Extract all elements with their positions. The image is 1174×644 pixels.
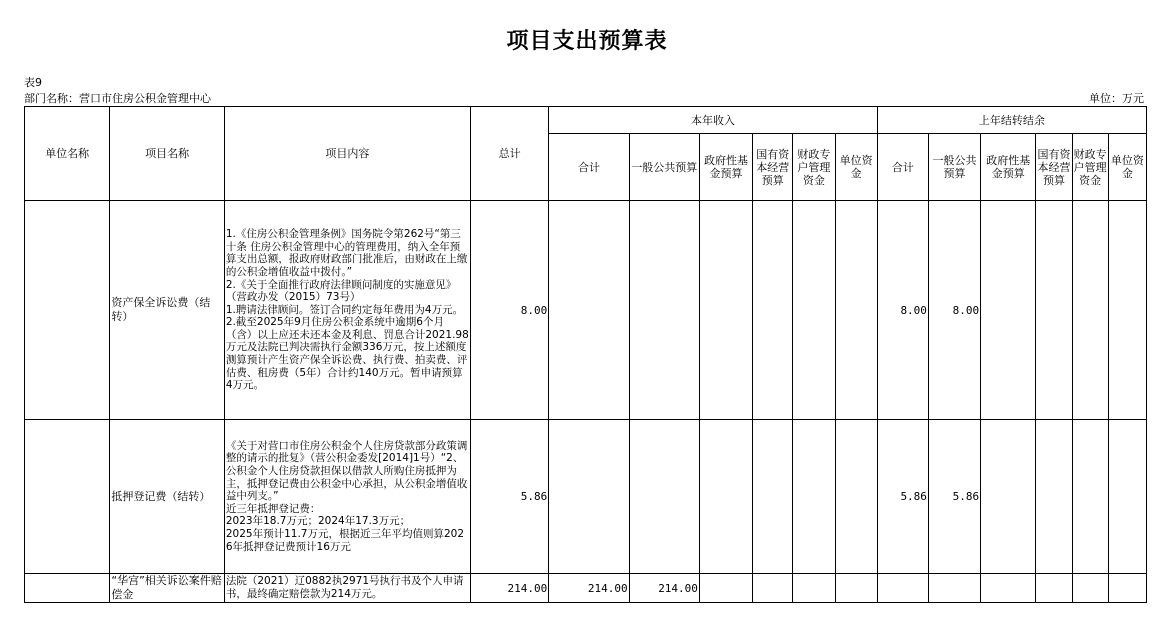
table-row: [25, 201, 1147, 420]
header-total: 总计: [470, 107, 548, 201]
cur-subtotal-cell: 214.00: [549, 574, 629, 603]
prev-unit-funds-cell: [1108, 201, 1146, 420]
prev-state-capital-cell: [1036, 574, 1072, 603]
content-line: 1.聘请法律顾问。签订合同约定每年费用为4万元。: [225, 303, 464, 316]
cur-fund-budget-cell: [699, 201, 752, 420]
header-prev-special-account: 财政专户管理资金: [1072, 134, 1108, 201]
unit-label: 单位：万元: [1089, 92, 1144, 105]
cur-special-account-cell: [793, 574, 835, 603]
total-cell: 8.00: [470, 201, 548, 420]
cur-unit-funds-cell: [835, 420, 877, 574]
cur-special-account-cell: [793, 201, 835, 420]
header-project-name: 项目名称: [110, 107, 225, 201]
table-row: [25, 420, 1147, 574]
cur-state-capital-cell: [753, 574, 793, 603]
header-cur-general-budget: 一般公共预算: [629, 134, 699, 201]
content-line: 近三年抵押登记费：: [225, 502, 321, 515]
header-prev-fund-budget: 政府性基金预算: [981, 134, 1036, 201]
cur-fund-budget-cell: [699, 420, 752, 574]
prev-fund-budget-cell: [981, 574, 1036, 603]
unit-cell: [25, 420, 110, 574]
content-line: 2023年18.7万元；2024年17.3万元；: [225, 515, 411, 528]
header-prev-unit-funds: 单位资金: [1108, 134, 1146, 201]
cur-subtotal-cell: [549, 201, 629, 420]
prev-subtotal-cell: 8.00: [877, 201, 928, 420]
unit-cell: [25, 201, 110, 420]
cur-general-budget-cell: [629, 420, 699, 574]
content-line: 法院（2021）辽0882执2971号执行书及个人申请书，最终确定赔偿款为214万元。: [225, 575, 464, 600]
project-content-cell: [224, 574, 470, 603]
prev-fund-budget-cell: [981, 201, 1036, 420]
project-name-cell: 抵押登记费（结转）: [110, 420, 225, 574]
header-prev-subtotal: 合计: [877, 134, 928, 201]
prev-general-budget-cell: 8.00: [928, 201, 980, 420]
header-cur-state-capital: 国有资本经营预算: [753, 134, 793, 201]
cur-state-capital-cell: [753, 201, 793, 420]
prev-special-account-cell: [1072, 574, 1108, 603]
header-prior-carryover: 上年结转结余: [877, 107, 1146, 134]
cur-general-budget-cell: 214.00: [629, 574, 699, 603]
header-prev-state-capital: 国有资本经营预算: [1036, 134, 1072, 201]
cur-unit-funds-cell: [835, 201, 877, 420]
header-cur-special-account: 财政专户管理资金: [793, 134, 835, 201]
table-number: 表9: [24, 76, 42, 89]
content-line: 《关于对营口市住房公积金个人住房贷款部分政策调整的请示的批复》（营公积金委发[2014]1号）“2、公积金个人住房贷款担保以借款人所购住房抵押为主，抵押登记费由公积金中心承担，从公积金增值收益中列支。”: [225, 439, 468, 503]
budget-table: [24, 106, 1147, 603]
prev-fund-budget-cell: [981, 420, 1036, 574]
content-line: 2.截至2025年9月住房公积金系统中逾期6个月（含）以上应还未还本金及利息、罚息合计2021.98万元及法院已判决需执行金额336万元，按上述额度测算预计产生资产保全诉讼费、执行费、拍卖费、评估费、租房费（5年）合计约140万元。暂申请预算4万元。: [225, 316, 469, 392]
prev-special-account-cell: [1072, 201, 1108, 420]
header-project-content: 项目内容: [224, 107, 470, 201]
cur-special-account-cell: [793, 420, 835, 574]
content-line: 1.《住房公积金管理条例》国务院令第262号“第三十条 住房公积金管理中心的管理费用，纳入全年预算支出总额，报政府财政部门批准后，由财政在上缴的公积金增值收益中拨付。”: [225, 228, 468, 278]
table-row: [25, 574, 1147, 603]
project-content-cell: [224, 420, 470, 574]
cur-state-capital-cell: [753, 420, 793, 574]
header-cur-fund-budget: 政府性基金预算: [699, 134, 752, 201]
prev-state-capital-cell: [1036, 420, 1072, 574]
prev-subtotal-cell: 5.86: [877, 420, 928, 574]
header-current-income: 本年收入: [549, 107, 877, 134]
project-name-cell: “华宫”相关诉讼案件赔偿金: [110, 574, 225, 603]
header-cur-unit-funds: 单位资金: [835, 134, 877, 201]
header-cur-subtotal: 合计: [549, 134, 629, 201]
project-content-cell: [224, 201, 470, 420]
prev-general-budget-cell: 5.86: [928, 420, 980, 574]
cur-general-budget-cell: [629, 201, 699, 420]
cur-fund-budget-cell: [699, 574, 752, 603]
project-name-cell: 资产保全诉讼费（结转）: [110, 201, 225, 420]
department-name: 部门名称：营口市住房公积金管理中心: [24, 92, 211, 105]
content-line: 2.《关于全面推行政府法律顾问制度的实施意见》（营政办发（2015）73号）: [225, 278, 457, 304]
prev-unit-funds-cell: [1108, 574, 1146, 603]
prev-special-account-cell: [1072, 420, 1108, 574]
content-line: 2025年预计11.7万元，根据近三年平均值则算2026年抵押登记费预计16万元: [225, 527, 465, 553]
cur-subtotal-cell: [549, 420, 629, 574]
total-cell: 5.86: [470, 420, 548, 574]
header-prev-general-budget: 一般公共预算: [928, 134, 980, 201]
prev-state-capital-cell: [1036, 201, 1072, 420]
cur-unit-funds-cell: [835, 574, 877, 603]
prev-unit-funds-cell: [1108, 420, 1146, 574]
total-cell: 214.00: [470, 574, 548, 603]
prev-subtotal-cell: [877, 574, 928, 603]
header-unit-name: 单位名称: [25, 107, 110, 201]
unit-cell: [25, 574, 110, 603]
prev-general-budget-cell: [928, 574, 980, 603]
page-title: 项目支出预算表: [506, 28, 668, 54]
